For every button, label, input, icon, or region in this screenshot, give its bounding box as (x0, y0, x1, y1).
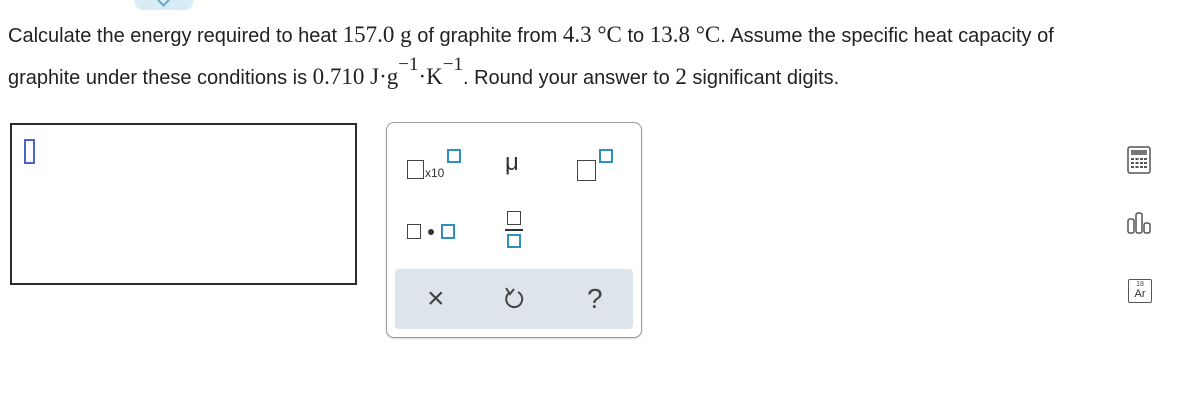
bar-chart-icon (1126, 210, 1154, 236)
calculator-icon (1127, 146, 1151, 174)
heat-capacity-value: 0.710 J·g (312, 64, 399, 89)
micro-symbol-button[interactable] (501, 147, 527, 181)
atomic-number: 18 (1136, 281, 1144, 288)
question-mark-icon: ? (587, 283, 603, 314)
clear-button[interactable] (421, 283, 451, 315)
placeholder-box-icon (407, 160, 424, 179)
placeholder-box-icon (407, 224, 421, 239)
element-symbol: Ar (1134, 288, 1146, 300)
help-button[interactable] (581, 283, 609, 315)
exponent: −1 (398, 54, 419, 75)
question-line-1 (8, 22, 1054, 48)
dot-icon (428, 229, 434, 235)
close-icon: × (427, 282, 445, 315)
placeholder-box-icon (441, 224, 455, 239)
answer-input[interactable] (10, 123, 357, 285)
fraction-bar-icon (505, 229, 523, 231)
denominator-box-icon (507, 234, 521, 248)
exponent: −1 (442, 54, 463, 75)
question-text: of graphite from (411, 25, 563, 47)
numerator-box-icon (507, 211, 521, 225)
collapse-tab[interactable] (135, 0, 193, 10)
tools-bar (395, 269, 633, 329)
undo-icon (502, 284, 528, 314)
question-text: Calculate the energy required to heat (8, 25, 343, 47)
periodic-table-button[interactable] (1128, 279, 1152, 303)
question-text: to (621, 25, 650, 47)
end-temperature: 13.8 °C (649, 22, 721, 47)
question-line-2 (8, 54, 840, 90)
math-palette (386, 122, 642, 338)
multiply-dot-button[interactable] (407, 223, 457, 241)
question-text: . Round your answer to (462, 67, 676, 89)
sig-figs-value: 2 (675, 64, 687, 89)
calculator-button[interactable] (1127, 146, 1151, 170)
question-text: graphite under these conditions is (8, 67, 313, 89)
exponent-box-icon (599, 149, 613, 163)
exponent-box-icon (447, 149, 461, 163)
question-text: significant digits. (686, 67, 840, 89)
mass-value: 157.0 g (342, 22, 412, 47)
chevron-down-icon (157, 0, 170, 7)
base-box-icon (577, 160, 596, 181)
question-text: . Assume the specific heat capacity of (720, 25, 1054, 47)
kelvin-unit: ·K (418, 64, 443, 89)
mu-symbol: μ (505, 149, 519, 176)
x10-label: x10 (425, 166, 445, 180)
fraction-button[interactable] (505, 211, 523, 251)
start-temperature: 4.3 °C (562, 22, 622, 47)
data-chart-button[interactable] (1126, 210, 1154, 236)
scientific-notation-button[interactable] (407, 149, 461, 179)
undo-button[interactable] (501, 283, 529, 315)
input-cursor (24, 139, 35, 164)
superscript-button[interactable] (577, 147, 621, 181)
